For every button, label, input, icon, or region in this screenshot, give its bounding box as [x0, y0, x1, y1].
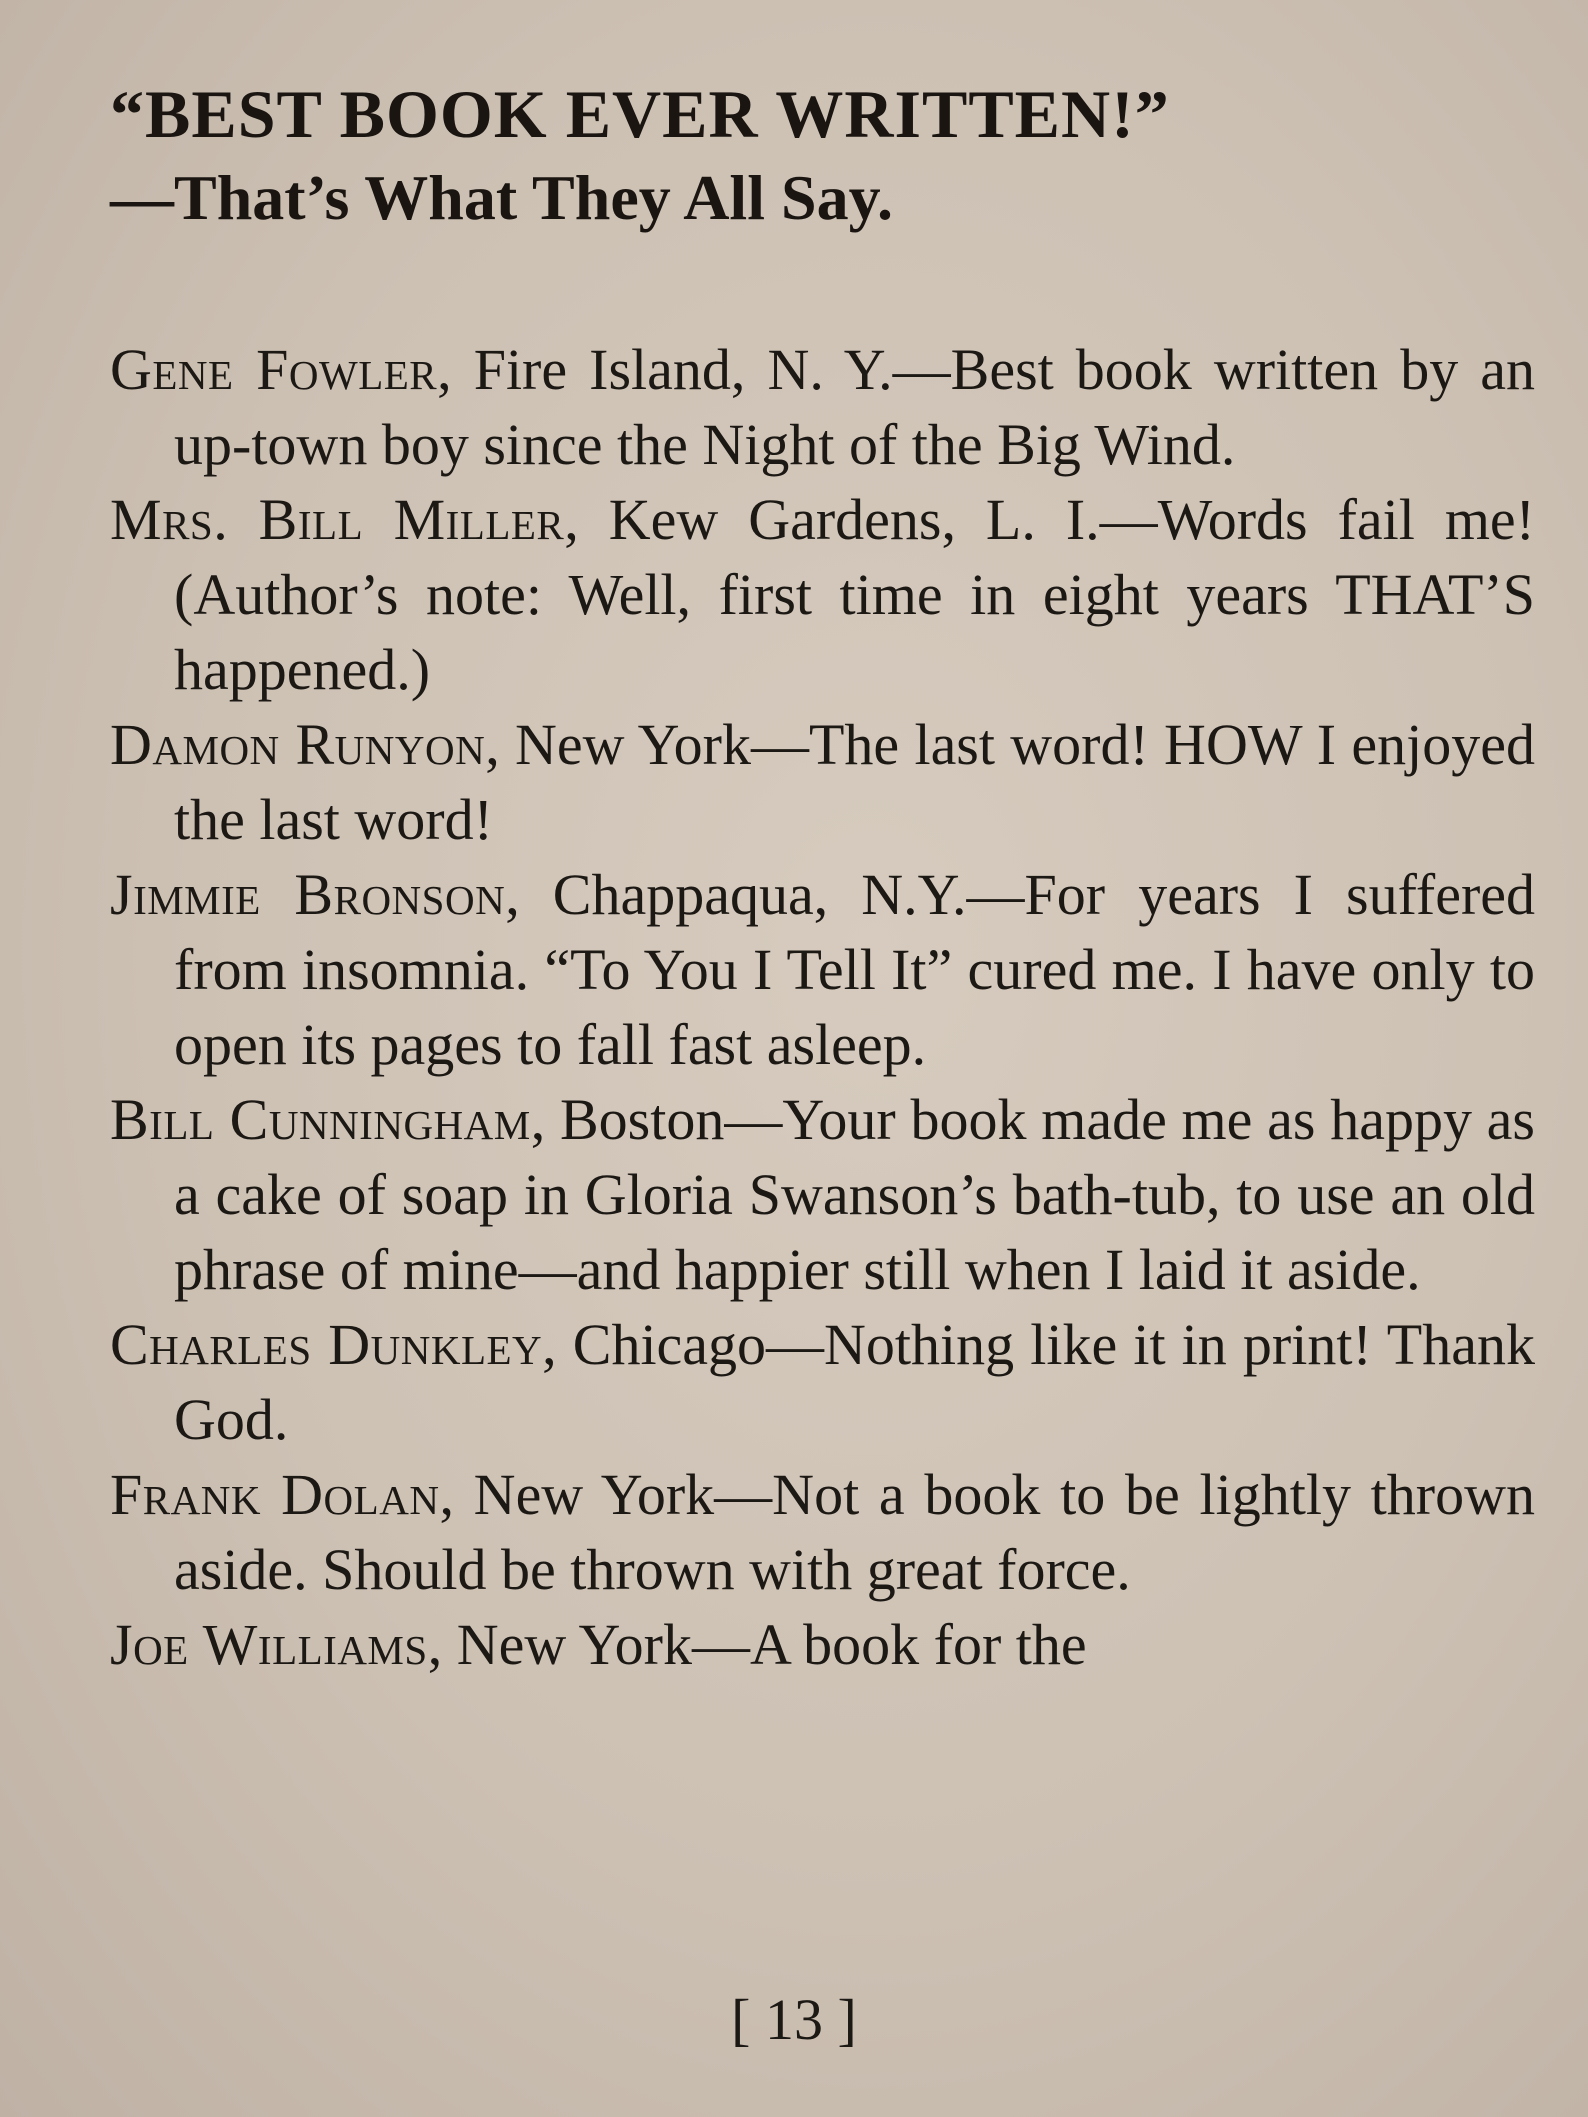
- page-subhead: —That’s What They All Say.: [110, 162, 894, 233]
- testimonial-text: , Kew Gardens, L. I.—Words fail me! (Author’s note: Well, first time in eight years THAT’S happened.): [174, 487, 1535, 702]
- testimonial-name: Jimmie Bronson: [110, 862, 506, 927]
- testimonial-entry: [110, 332, 1535, 482]
- testimonial-name: Charles Dunkley: [110, 1312, 543, 1377]
- testimonial-entry: [110, 857, 1535, 1082]
- testimonial-name: Joe Williams: [110, 1612, 428, 1677]
- testimonial-entry: [110, 1082, 1535, 1307]
- testimonial-entry: [110, 482, 1535, 707]
- testimonial-name: Mrs. Bill Miller: [110, 487, 565, 552]
- page-headline: “BEST BOOK EVER WRITTEN!”: [110, 76, 1170, 152]
- testimonial-text: , Chappaqua, N.Y.—For years I suffered from insomnia. “To You I Tell It” cured me. I have only to open its pages to fall fast asleep.: [174, 862, 1535, 1077]
- testimonial-text: , New York—Not a book to be lightly thrown aside. Should be thrown with great force.: [174, 1462, 1535, 1602]
- testimonial-name: Gene Fowler: [110, 337, 438, 402]
- testimonial-text: , New York—The last word! HOW I enjoyed the last word!: [174, 712, 1535, 852]
- testimonial-text: , New York—A book for the: [427, 1612, 1087, 1677]
- testimonial-entry: [110, 1607, 1535, 1682]
- heading-block: [110, 72, 1410, 240]
- testimonial-list: [110, 332, 1535, 1682]
- testimonial-name: Frank Dolan: [110, 1462, 440, 1527]
- page-number: [ 13 ]: [731, 1987, 857, 2052]
- testimonial-entry: [110, 1457, 1535, 1607]
- testimonial-text: , Boston—Your book made me as happy as a cake of soap in Gloria Swanson’s bath-tub, to use an old phrase of mine—and happier still when I laid it aside.: [174, 1087, 1535, 1302]
- testimonial-text: , Chicago—Nothing like it in print! Thank God.: [174, 1312, 1535, 1452]
- testimonial-name: Damon Runyon: [110, 712, 486, 777]
- testimonial-entry: [110, 707, 1535, 857]
- testimonial-name: Bill Cunningham: [110, 1087, 531, 1152]
- testimonial-text: , Fire Island, N. Y.—Best book written by an up-town boy since the Night of the Big Wind.: [174, 337, 1535, 477]
- testimonial-entry: [110, 1307, 1535, 1457]
